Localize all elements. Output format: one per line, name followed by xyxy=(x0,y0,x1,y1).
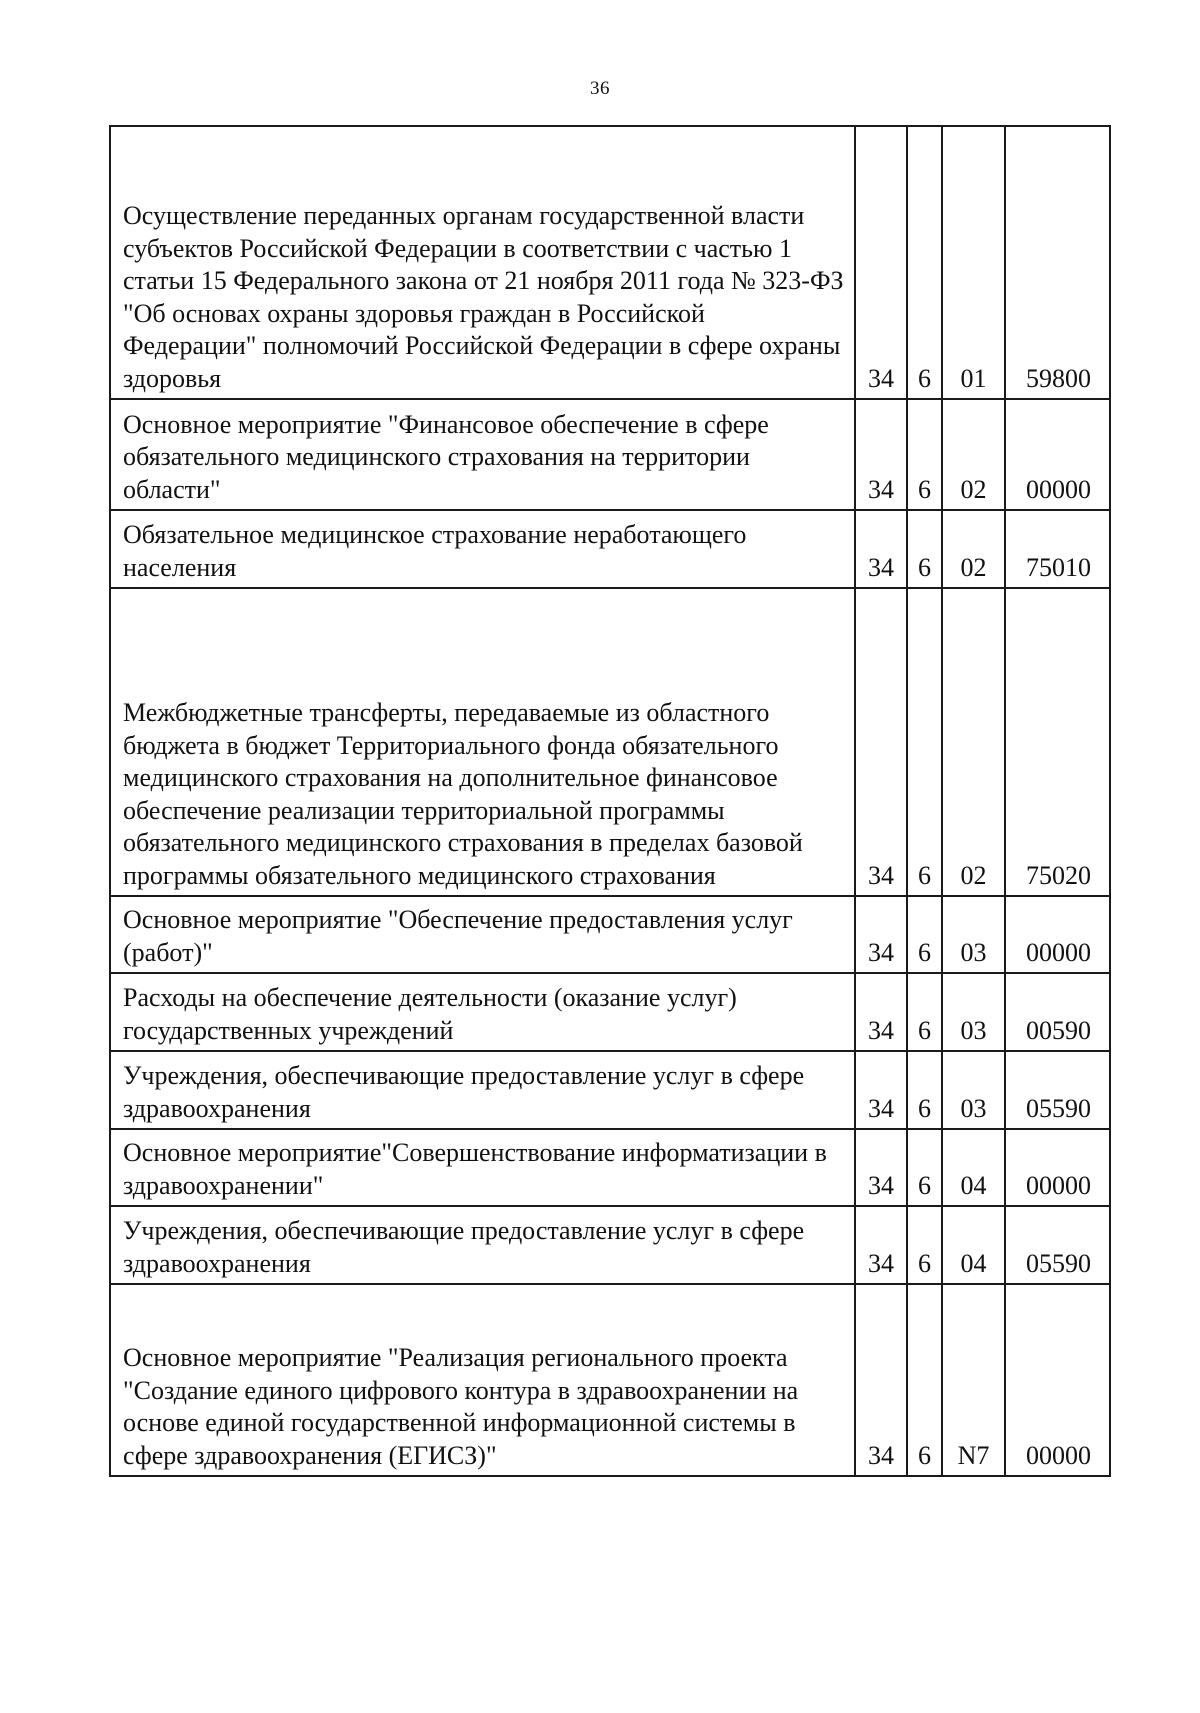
row-description: Межбюджетные трансферты, передаваемые из областного бюджета в бюджет Территориального фонда обязательного медицинского страхования на дополнительное финансовое обеспечение реализации территориальной программы обязательного медицинского страхования в пределах базовой программы обязательного медицинского страхования xyxy=(110,588,855,896)
table-row xyxy=(110,510,1110,588)
activity-code: N7 xyxy=(942,1284,1005,1476)
program-code: 34 xyxy=(855,510,907,588)
direction-code: 00000 xyxy=(1005,399,1110,510)
program-code: 34 xyxy=(855,399,907,510)
subprogram-code: 6 xyxy=(907,1051,942,1129)
table-row xyxy=(110,1129,1110,1206)
program-code: 34 xyxy=(855,1051,907,1129)
activity-code: 03 xyxy=(942,1051,1005,1129)
program-code: 34 xyxy=(855,588,907,896)
row-description: Основное мероприятие "Финансовое обеспечение в сфере обязательного медицинского страхования на территории области" xyxy=(110,399,855,510)
direction-code: 05590 xyxy=(1005,1206,1110,1284)
row-description: Обязательное медицинское страхование неработающего населения xyxy=(110,510,855,588)
activity-code: 04 xyxy=(942,1129,1005,1206)
page-number: 36 xyxy=(590,78,610,99)
subprogram-code: 6 xyxy=(907,399,942,510)
activity-code: 02 xyxy=(942,510,1005,588)
direction-code: 59800 xyxy=(1005,126,1110,399)
program-code: 34 xyxy=(855,1129,907,1206)
program-code: 34 xyxy=(855,973,907,1051)
row-description: Осуществление переданных органам государственной власти субъектов Российской Федерации в соответствии с частью 1 статьи 15 Федерального закона от 21 ноября 2011 года № 323-ФЗ "Об основах охраны здоровья граждан в Российской Федерации" полномочий Российской Федерации в сфере охраны здоровья xyxy=(110,126,855,399)
table-row xyxy=(110,896,1110,973)
activity-code: 01 xyxy=(942,126,1005,399)
subprogram-code: 6 xyxy=(907,510,942,588)
row-description: Учреждения, обеспечивающие предоставление услуг в сфере здравоохранения xyxy=(110,1206,855,1284)
subprogram-code: 6 xyxy=(907,896,942,973)
activity-code: 04 xyxy=(942,1206,1005,1284)
table-row xyxy=(110,973,1110,1051)
direction-code: 05590 xyxy=(1005,1051,1110,1129)
subprogram-code: 6 xyxy=(907,1284,942,1476)
direction-code: 75020 xyxy=(1005,588,1110,896)
table-row xyxy=(110,399,1110,510)
row-description: Основное мероприятие "Реализация регионального проекта "Создание единого цифрового контура в здравоохранении на основе единой государственной информационной системы в сфере здравоохранения (ЕГИСЗ)" xyxy=(110,1284,855,1476)
direction-code: 00000 xyxy=(1005,1284,1110,1476)
program-code: 34 xyxy=(855,1284,907,1476)
program-code: 34 xyxy=(855,1206,907,1284)
table-row xyxy=(110,1206,1110,1284)
activity-code: 02 xyxy=(942,399,1005,510)
direction-code: 75010 xyxy=(1005,510,1110,588)
row-description: Расходы на обеспечение деятельности (оказание услуг) государственных учреждений xyxy=(110,973,855,1051)
activity-code: 03 xyxy=(942,973,1005,1051)
row-description: Основное мероприятие "Обеспечение предоставления услуг (работ)" xyxy=(110,896,855,973)
subprogram-code: 6 xyxy=(907,1129,942,1206)
table-row xyxy=(110,588,1110,896)
table-row xyxy=(110,1284,1110,1476)
table-row xyxy=(110,1051,1110,1129)
subprogram-code: 6 xyxy=(907,1206,942,1284)
activity-code: 02 xyxy=(942,588,1005,896)
program-code: 34 xyxy=(855,896,907,973)
row-description: Учреждения, обеспечивающие предоставление услуг в сфере здравоохранения xyxy=(110,1051,855,1129)
program-code: 34 xyxy=(855,126,907,399)
direction-code: 00000 xyxy=(1005,1129,1110,1206)
table-row xyxy=(110,126,1110,399)
subprogram-code: 6 xyxy=(907,126,942,399)
row-description: Основное мероприятие"Совершенствование информатизации в здравоохранении" xyxy=(110,1129,855,1206)
direction-code: 00000 xyxy=(1005,896,1110,973)
subprogram-code: 6 xyxy=(907,973,942,1051)
direction-code: 00590 xyxy=(1005,973,1110,1051)
activity-code: 03 xyxy=(942,896,1005,973)
budget-classification-table xyxy=(109,125,1111,1477)
subprogram-code: 6 xyxy=(907,588,942,896)
